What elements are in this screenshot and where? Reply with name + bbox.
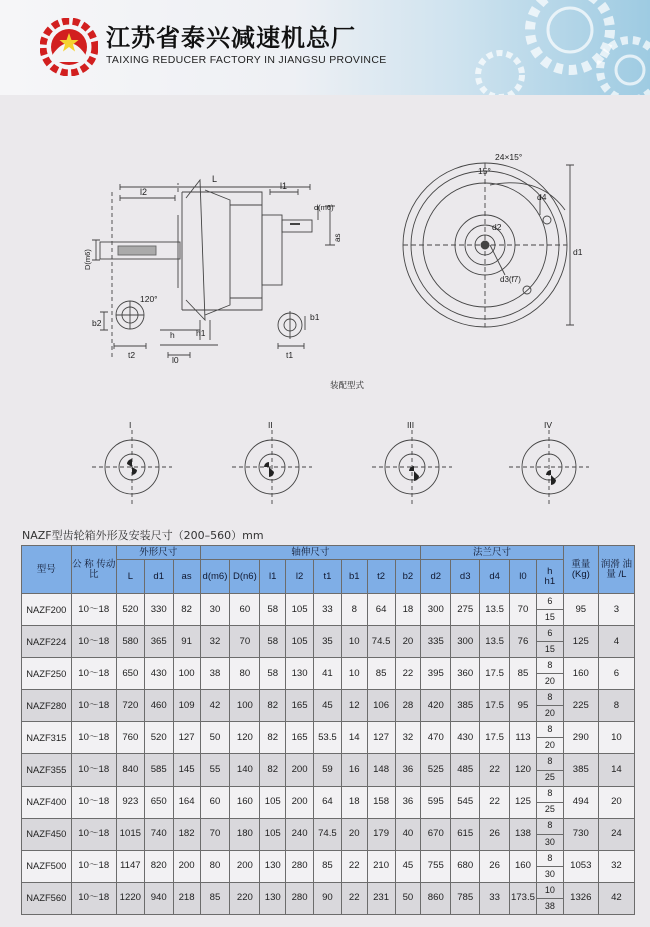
cell-d4: 17.5 xyxy=(480,658,510,690)
cell-h: 8 xyxy=(536,850,563,866)
cell-ratio: 10～18 xyxy=(71,882,116,914)
cell-d1: 820 xyxy=(144,850,173,882)
cell-t2: 85 xyxy=(367,658,395,690)
col-d3: d3 xyxy=(451,560,480,594)
cell-d1: 940 xyxy=(144,882,173,914)
label-dm6: d(m6) xyxy=(314,203,334,212)
group-flange: 法兰尺寸 xyxy=(421,546,563,560)
cell-b2: 18 xyxy=(395,594,421,626)
cell-d4: 26 xyxy=(480,850,510,882)
table-row xyxy=(22,722,635,738)
cell-b1: 10 xyxy=(341,658,367,690)
cell-h: 6 xyxy=(536,594,563,610)
label-d2: d2 xyxy=(492,222,502,232)
form-label-1: I xyxy=(129,420,132,430)
table-row xyxy=(22,786,635,802)
cell-d2: 595 xyxy=(421,786,451,818)
cell-d2: 470 xyxy=(421,722,451,754)
cell-d2: 670 xyxy=(421,818,451,850)
cell-dm6: 42 xyxy=(200,690,230,722)
cell-L: 720 xyxy=(116,690,144,722)
col-d1: d1 xyxy=(144,560,173,594)
cell-b2: 22 xyxy=(395,658,421,690)
cell-dm6: 70 xyxy=(200,818,230,850)
cell-model: NAZF560 xyxy=(22,882,72,914)
page-header xyxy=(0,0,650,95)
cell-as: 91 xyxy=(173,626,200,658)
cell-weight: 385 xyxy=(563,754,598,786)
cell-b2: 36 xyxy=(395,786,421,818)
cell-l0: 125 xyxy=(510,786,537,818)
cell-l2: 200 xyxy=(286,754,314,786)
cell-d4: 26 xyxy=(480,818,510,850)
table-row xyxy=(22,690,635,706)
group-shaft: 轴伸尺寸 xyxy=(200,546,421,560)
cell-d2: 335 xyxy=(421,626,451,658)
cell-L: 923 xyxy=(116,786,144,818)
label-b2: b2 xyxy=(92,318,102,328)
cell-h: 8 xyxy=(536,722,563,738)
cell-h1: 25 xyxy=(536,802,563,818)
cell-h: 8 xyxy=(536,658,563,674)
cell-b1: 8 xyxy=(341,594,367,626)
table-row xyxy=(22,818,635,834)
cell-l2: 280 xyxy=(286,882,314,914)
company-name-cn: 江苏省泰兴减速机总厂 xyxy=(106,23,356,52)
cell-d2: 525 xyxy=(421,754,451,786)
cell-model: NAZF450 xyxy=(22,818,72,850)
cell-oil: 6 xyxy=(598,658,634,690)
cell-ratio: 10～18 xyxy=(71,850,116,882)
cell-L: 580 xyxy=(116,626,144,658)
col-t2: t2 xyxy=(367,560,395,594)
cell-Dn6: 100 xyxy=(230,690,260,722)
cell-weight: 225 xyxy=(563,690,598,722)
form-label-2: II xyxy=(268,420,273,430)
cell-oil: 8 xyxy=(598,690,634,722)
col-h-h1 xyxy=(536,560,563,594)
cell-oil: 42 xyxy=(598,882,634,914)
cell-d4: 13.5 xyxy=(480,594,510,626)
cell-oil: 14 xyxy=(598,754,634,786)
cell-dm6: 85 xyxy=(200,882,230,914)
spec-table xyxy=(21,545,635,915)
cell-L: 1015 xyxy=(116,818,144,850)
cell-l1: 58 xyxy=(260,658,286,690)
cell-l0: 120 xyxy=(510,754,537,786)
cell-b1: 20 xyxy=(341,818,367,850)
company-logo-icon xyxy=(40,18,98,76)
col-h1: h1 xyxy=(544,575,556,587)
cell-oil: 20 xyxy=(598,786,634,818)
cell-b1: 16 xyxy=(341,754,367,786)
cell-ratio: 10～18 xyxy=(71,818,116,850)
cell-l0: 160 xyxy=(510,850,537,882)
cell-Dn6: 220 xyxy=(230,882,260,914)
col-l1: l1 xyxy=(260,560,286,594)
cell-b2: 20 xyxy=(395,626,421,658)
cell-ratio: 10～18 xyxy=(71,594,116,626)
cell-h: 8 xyxy=(536,754,563,770)
table-row xyxy=(22,882,635,898)
cell-model: NAZF315 xyxy=(22,722,72,754)
cell-t2: 210 xyxy=(367,850,395,882)
cell-h1: 30 xyxy=(536,834,563,850)
cell-model: NAZF280 xyxy=(22,690,72,722)
cell-weight: 1326 xyxy=(563,882,598,914)
col-l2: l2 xyxy=(286,560,314,594)
cell-model: NAZF355 xyxy=(22,754,72,786)
cell-l1: 58 xyxy=(260,626,286,658)
cell-d2: 420 xyxy=(421,690,451,722)
cell-L: 1220 xyxy=(116,882,144,914)
cell-h1: 38 xyxy=(536,898,563,914)
form-label-4: IV xyxy=(544,420,553,430)
cell-Dn6: 200 xyxy=(230,850,260,882)
cell-h1: 30 xyxy=(536,866,563,882)
gears-decoration xyxy=(390,0,650,95)
label-Dm6: D(m6) xyxy=(83,249,92,270)
cell-t1: 53.5 xyxy=(314,722,342,754)
cell-dm6: 30 xyxy=(200,594,230,626)
table-row xyxy=(22,754,635,770)
cell-weight: 730 xyxy=(563,818,598,850)
cell-l1: 58 xyxy=(260,594,286,626)
cell-Dn6: 180 xyxy=(230,818,260,850)
cell-d2: 755 xyxy=(421,850,451,882)
label-l1: l1 xyxy=(280,181,288,191)
cell-l0: 95 xyxy=(510,690,537,722)
label-d1: d1 xyxy=(573,247,583,257)
cell-h1: 20 xyxy=(536,674,563,690)
label-15: 15° xyxy=(478,166,491,176)
spec-table-body xyxy=(22,594,635,915)
cell-model: NAZF224 xyxy=(22,626,72,658)
cell-d3: 300 xyxy=(451,626,480,658)
cell-weight: 160 xyxy=(563,658,598,690)
cell-oil: 4 xyxy=(598,626,634,658)
cell-l1: 105 xyxy=(260,818,286,850)
cell-as: 109 xyxy=(173,690,200,722)
cell-h: 10 xyxy=(536,882,563,898)
cell-as: 164 xyxy=(173,786,200,818)
cell-t1: 85 xyxy=(314,850,342,882)
cell-model: NAZF250 xyxy=(22,658,72,690)
cell-b1: 22 xyxy=(341,850,367,882)
cell-b1: 12 xyxy=(341,690,367,722)
table-row xyxy=(22,850,635,866)
label-24x15: 24×15° xyxy=(495,152,523,162)
cell-h1: 20 xyxy=(536,706,563,722)
cell-l0: 85 xyxy=(510,658,537,690)
cell-ratio: 10～18 xyxy=(71,658,116,690)
cell-t1: 45 xyxy=(314,690,342,722)
col-weight: 重量 (Kg) xyxy=(563,546,598,594)
label-h1: h1 xyxy=(196,328,206,338)
cell-t2: 106 xyxy=(367,690,395,722)
cell-l2: 165 xyxy=(286,722,314,754)
company-name-en: TAIXING REDUCER FACTORY IN JIANGSU PROVINCE xyxy=(106,54,387,66)
cell-d3: 430 xyxy=(451,722,480,754)
col-model: 型号 xyxy=(22,546,72,594)
cell-L: 650 xyxy=(116,658,144,690)
cell-model: NAZF400 xyxy=(22,786,72,818)
cell-b1: 22 xyxy=(341,882,367,914)
cell-d3: 385 xyxy=(451,690,480,722)
cell-t1: 59 xyxy=(314,754,342,786)
col-dm6: d(m6) xyxy=(200,560,230,594)
cell-L: 760 xyxy=(116,722,144,754)
cell-weight: 125 xyxy=(563,626,598,658)
cell-Dn6: 70 xyxy=(230,626,260,658)
label-120: 120° xyxy=(140,294,158,304)
cell-d2: 395 xyxy=(421,658,451,690)
cell-dm6: 50 xyxy=(200,722,230,754)
cell-d3: 360 xyxy=(451,658,480,690)
cell-d3: 545 xyxy=(451,786,480,818)
cell-oil: 24 xyxy=(598,818,634,850)
cell-d1: 650 xyxy=(144,786,173,818)
label-h: h xyxy=(170,330,175,340)
assembly-forms xyxy=(92,430,589,504)
cell-L: 520 xyxy=(116,594,144,626)
cell-as: 145 xyxy=(173,754,200,786)
cell-l0: 76 xyxy=(510,626,537,658)
cell-model: NAZF200 xyxy=(22,594,72,626)
side-view xyxy=(92,180,335,360)
cell-d4: 22 xyxy=(480,786,510,818)
cell-d3: 785 xyxy=(451,882,480,914)
cell-h1: 15 xyxy=(536,642,563,658)
label-b1: b1 xyxy=(310,312,320,322)
cell-dm6: 80 xyxy=(200,850,230,882)
cell-t2: 231 xyxy=(367,882,395,914)
cell-dm6: 32 xyxy=(200,626,230,658)
cell-l2: 165 xyxy=(286,690,314,722)
col-b1: b1 xyxy=(341,560,367,594)
cell-dm6: 38 xyxy=(200,658,230,690)
cell-l1: 82 xyxy=(260,722,286,754)
cell-d2: 300 xyxy=(421,594,451,626)
cell-d1: 460 xyxy=(144,690,173,722)
cell-d4: 17.5 xyxy=(480,690,510,722)
cell-t1: 74.5 xyxy=(314,818,342,850)
cell-l2: 240 xyxy=(286,818,314,850)
cell-dm6: 60 xyxy=(200,786,230,818)
label-l0: l0 xyxy=(172,355,179,365)
col-b2: b2 xyxy=(395,560,421,594)
cell-h: 6 xyxy=(536,626,563,642)
gearbox-drawing xyxy=(0,120,650,520)
cell-l1: 105 xyxy=(260,786,286,818)
cell-ratio: 10～18 xyxy=(71,690,116,722)
cell-l1: 130 xyxy=(260,850,286,882)
cell-oil: 3 xyxy=(598,594,634,626)
cell-t2: 158 xyxy=(367,786,395,818)
cell-l1: 82 xyxy=(260,690,286,722)
cell-as: 218 xyxy=(173,882,200,914)
cell-ratio: 10～18 xyxy=(71,722,116,754)
cell-weight: 95 xyxy=(563,594,598,626)
cell-d1: 740 xyxy=(144,818,173,850)
cell-d4: 13.5 xyxy=(480,626,510,658)
label-L: L xyxy=(212,174,218,184)
form-label-3: III xyxy=(407,420,415,430)
cell-ratio: 10～18 xyxy=(71,786,116,818)
cell-as: 182 xyxy=(173,818,200,850)
cell-h1: 20 xyxy=(536,738,563,754)
cell-t1: 90 xyxy=(314,882,342,914)
cell-b2: 40 xyxy=(395,818,421,850)
table-row xyxy=(22,594,635,610)
col-ratio: 公 称 传动比 xyxy=(71,546,116,594)
cell-h: 8 xyxy=(536,786,563,802)
cell-t2: 74.5 xyxy=(367,626,395,658)
label-d4: d4 xyxy=(537,192,547,202)
cell-weight: 1053 xyxy=(563,850,598,882)
cell-l0: 138 xyxy=(510,818,537,850)
cell-d3: 680 xyxy=(451,850,480,882)
cell-l1: 82 xyxy=(260,754,286,786)
cell-d1: 330 xyxy=(144,594,173,626)
label-l2: l2 xyxy=(140,187,148,197)
cell-t2: 127 xyxy=(367,722,395,754)
cell-as: 82 xyxy=(173,594,200,626)
label-d3: d3(f7) xyxy=(500,275,521,284)
col-Dn6: D(n6) xyxy=(230,560,260,594)
cell-h: 8 xyxy=(536,818,563,834)
cell-t1: 41 xyxy=(314,658,342,690)
cell-l0: 173.5 xyxy=(510,882,537,914)
cell-l0: 113 xyxy=(510,722,537,754)
cell-l2: 105 xyxy=(286,594,314,626)
cell-d3: 615 xyxy=(451,818,480,850)
cell-dm6: 55 xyxy=(200,754,230,786)
cell-b1: 14 xyxy=(341,722,367,754)
cell-b1: 10 xyxy=(341,626,367,658)
cell-ratio: 10～18 xyxy=(71,626,116,658)
cell-t1: 33 xyxy=(314,594,342,626)
cell-l0: 70 xyxy=(510,594,537,626)
cell-h1: 15 xyxy=(536,610,563,626)
cell-d2: 860 xyxy=(421,882,451,914)
col-d2: d2 xyxy=(421,560,451,594)
col-l0: l0 xyxy=(510,560,537,594)
cell-t1: 35 xyxy=(314,626,342,658)
cell-l2: 280 xyxy=(286,850,314,882)
col-as: as xyxy=(173,560,200,594)
cell-d1: 365 xyxy=(144,626,173,658)
col-L: L xyxy=(116,560,144,594)
cell-weight: 494 xyxy=(563,786,598,818)
cell-l1: 130 xyxy=(260,882,286,914)
cell-oil: 32 xyxy=(598,850,634,882)
cell-d4: 33 xyxy=(480,882,510,914)
col-t1: t1 xyxy=(314,560,342,594)
cell-t2: 64 xyxy=(367,594,395,626)
cell-ratio: 10～18 xyxy=(71,754,116,786)
col-oil: 润滑 油量 /L xyxy=(598,546,634,594)
cell-model: NAZF500 xyxy=(22,850,72,882)
cell-d1: 520 xyxy=(144,722,173,754)
group-outer: 外形尺寸 xyxy=(116,546,200,560)
cell-b2: 45 xyxy=(395,850,421,882)
cell-t2: 179 xyxy=(367,818,395,850)
cell-Dn6: 60 xyxy=(230,594,260,626)
cell-as: 127 xyxy=(173,722,200,754)
cell-t2: 148 xyxy=(367,754,395,786)
cell-h: 8 xyxy=(536,690,563,706)
cell-d3: 275 xyxy=(451,594,480,626)
cell-Dn6: 120 xyxy=(230,722,260,754)
table-row xyxy=(22,626,635,642)
cell-Dn6: 80 xyxy=(230,658,260,690)
cell-t1: 64 xyxy=(314,786,342,818)
cell-d4: 17.5 xyxy=(480,722,510,754)
cell-d3: 485 xyxy=(451,754,480,786)
cell-L: 840 xyxy=(116,754,144,786)
cell-d4: 22 xyxy=(480,754,510,786)
cell-l2: 105 xyxy=(286,626,314,658)
cell-d1: 585 xyxy=(144,754,173,786)
table-title: NAZF型齿轮箱外形及安装尺寸（200–560）mm xyxy=(22,529,264,542)
drawing-caption: 装配型式 xyxy=(330,380,365,390)
cell-h1: 25 xyxy=(536,770,563,786)
label-t1: t1 xyxy=(286,350,294,360)
col-d4: d4 xyxy=(480,560,510,594)
cell-L: 1147 xyxy=(116,850,144,882)
cell-weight: 290 xyxy=(563,722,598,754)
cell-b2: 28 xyxy=(395,690,421,722)
cell-b2: 50 xyxy=(395,882,421,914)
cell-l2: 200 xyxy=(286,786,314,818)
label-as: as xyxy=(333,233,342,242)
cell-Dn6: 160 xyxy=(230,786,260,818)
cell-as: 100 xyxy=(173,658,200,690)
cell-b2: 32 xyxy=(395,722,421,754)
col-h: h xyxy=(547,565,553,577)
cell-as: 200 xyxy=(173,850,200,882)
cell-l2: 130 xyxy=(286,658,314,690)
flange-view xyxy=(403,163,574,327)
cell-b1: 18 xyxy=(341,786,367,818)
cell-oil: 10 xyxy=(598,722,634,754)
cell-d1: 430 xyxy=(144,658,173,690)
cell-Dn6: 140 xyxy=(230,754,260,786)
cell-b2: 36 xyxy=(395,754,421,786)
label-t2: t2 xyxy=(128,350,136,360)
table-row xyxy=(22,658,635,674)
